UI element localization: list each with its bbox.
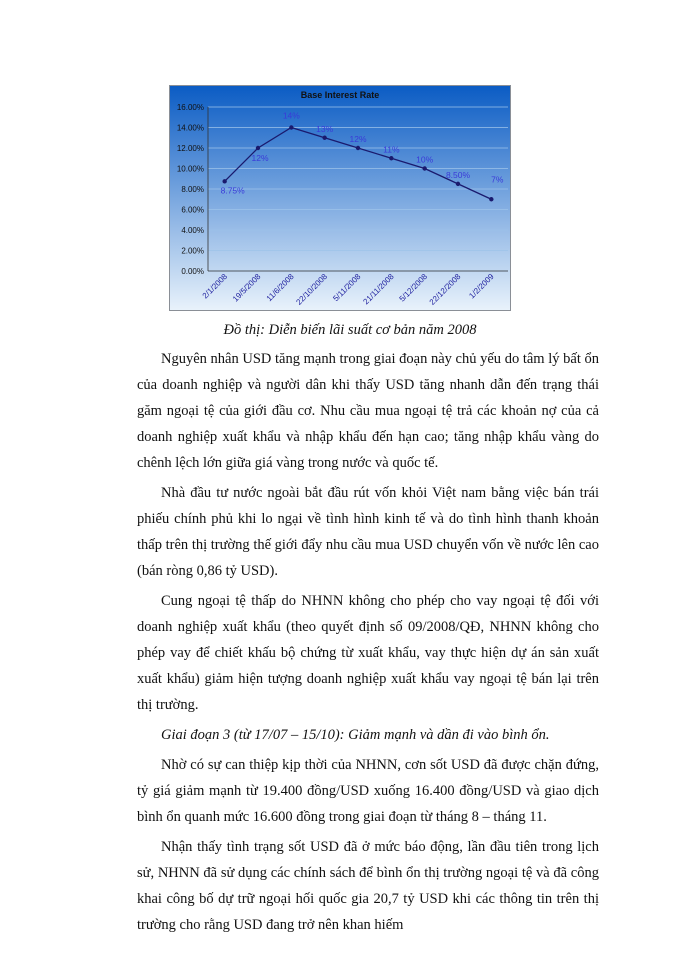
data-label: 14%: [282, 110, 300, 121]
chart-caption: Đồ thị: Diễn biến lãi suất cơ bản năm 2008: [223, 322, 477, 338]
paragraph-3: Cung ngoại tệ thấp do NHNN không cho phép cho vay ngoại tệ đối với doanh nghiệp xuất khẩu (theo quyết định số 09/2008/QĐ, NHNN không cho phép vay để chiết khấu bộ chứng từ xuất khẩu, vay thực hiện dự án sản xuất xuất khẩu) giảm hiện tượng doanh nghiệp xuất khẩu vay ngoại tệ bán lại trên thị trường.: [137, 593, 599, 713]
data-label: 10%: [416, 154, 434, 165]
y-tick-label: 6.00%: [181, 205, 204, 215]
y-tick-label: 8.00%: [181, 185, 204, 194]
x-tick-label: 2/1/2008: [200, 272, 230, 301]
x-tick-label: 21/11/2008: [361, 272, 396, 307]
data-label: 8.75%: [220, 185, 245, 196]
y-tick-label: 14.00%: [176, 123, 204, 133]
section-heading: [137, 722, 599, 748]
section-heading-text: Giai đoạn 3 (từ 17/07 – 15/10): Giảm mạnh và dần đi vào bình ổn.: [161, 727, 550, 743]
body-text: [137, 346, 599, 942]
data-label: 13%: [316, 123, 334, 134]
interest-rate-chart: [170, 86, 510, 310]
data-label: 12%: [349, 134, 367, 144]
y-tick-label: 16.00%: [176, 103, 204, 112]
data-point: [456, 182, 460, 186]
data-point: [389, 156, 393, 160]
y-tick-label: 4.00%: [181, 226, 204, 235]
data-point: [222, 179, 226, 183]
data-point: [289, 125, 293, 129]
chart-title: Base Interest Rate: [300, 90, 380, 100]
data-label: 11%: [383, 144, 400, 155]
x-tick-label: 5/12/2008: [397, 272, 430, 304]
data-point: [489, 197, 493, 201]
data-label: 7%: [491, 174, 504, 185]
x-tick-label: 22/12/2008: [427, 272, 463, 307]
x-tick-label: 22/10/2008: [294, 272, 330, 307]
data-point: [256, 146, 260, 150]
x-tick-label: 5/11/2008: [331, 272, 363, 304]
paragraph-1: Nguyên nhân USD tăng mạnh trong giai đoạn này chủ yếu do tâm lý bất ổn của doanh nghiệp và người dân khi thấy USD tăng nhanh dẫn đến trạng thái găm ngoại tệ của giới đầu cơ. Nhu cầu mua ngoại tệ trả các khoản nợ của cả doanh nghiệp xuất khẩu và nhập khẩu đến hạn cao; tăng nhập khẩu vàng do chênh lệch lớn giữa giá vàng trong nước và quốc tế.: [137, 351, 599, 471]
y-tick-label: 2.00%: [181, 246, 204, 256]
y-tick-label: 0.00%: [181, 267, 204, 276]
x-tick-label: 1/2/2009: [467, 272, 496, 301]
data-point: [356, 146, 360, 150]
x-tick-label: 11/6/2008: [264, 272, 296, 304]
paragraph-2: Nhà đầu tư nước ngoài bắt đầu rút vốn khỏi Việt nam bằng việc bán trái phiếu chính phủ khi lo ngại về tình hình kinh tế và do tình hình thanh khoản thấp trên thị trường thế giới đẩy nhu cầu mua USD chuyển vốn về nước lên cao (bán ròng 0,86 tỷ USD).: [137, 485, 599, 579]
data-point: [422, 166, 426, 170]
x-tick-label: 19/5/2008: [230, 272, 263, 304]
chart-frame: [169, 85, 511, 311]
data-label: 12%: [251, 153, 269, 163]
data-point: [322, 136, 326, 140]
y-tick-label: 12.00%: [176, 144, 204, 153]
paragraph-4: Nhờ có sự can thiệp kịp thời của NHNN, cơn sốt USD đã được chặn đứng, tỷ giá giảm mạnh từ 19.400 đồng/USD xuống 16.400 đồng/USD và giao dịch bình ổn quanh mức 16.600 đồng trong giai đoạn từ tháng 8 – tháng 11.: [137, 757, 599, 825]
y-tick-label: 10.00%: [176, 164, 204, 174]
data-label: 8.50%: [445, 169, 471, 180]
paragraph-5: Nhận thấy tình trạng sốt USD đã ở mức báo động, lần đầu tiên trong lịch sử, NHNN đã sử dụng các chính sách để bình ổn thị trường ngoại tệ và đã công khai công bố dự trữ ngoại hối quốc gia 20,7 tỷ USD khi các thông tin trên thị trường cho rằng USD đang trở nên khan hiếm: [137, 839, 599, 933]
